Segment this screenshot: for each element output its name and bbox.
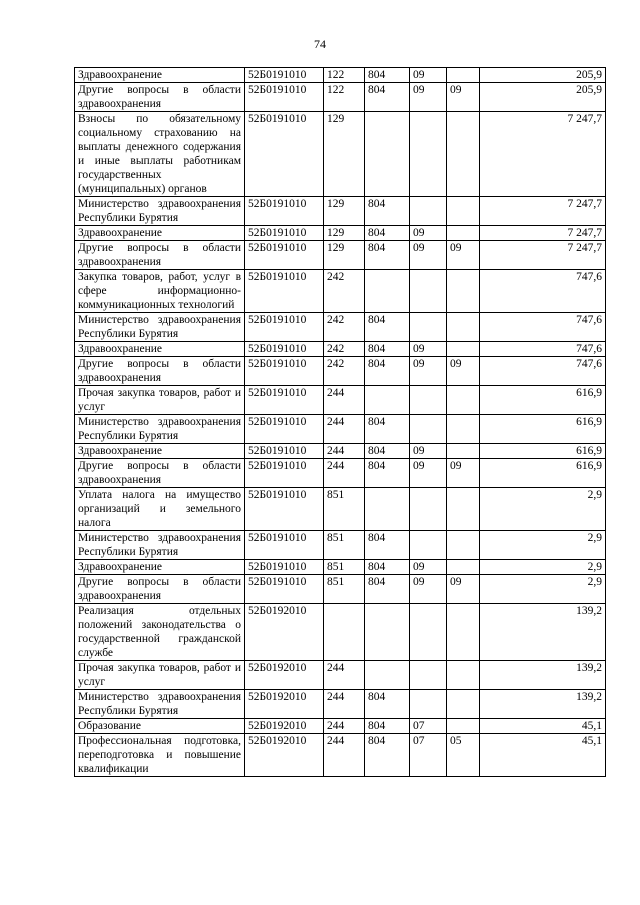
table-row (75, 112, 606, 197)
row-name-cell: Прочая закупка товаров, работ и услуг (75, 386, 245, 415)
row-expense-type-cell: 244 (324, 734, 365, 777)
row-name-cell: Другие вопросы в области здравоохранения (75, 459, 245, 488)
table-row (75, 357, 606, 386)
row-target-article-cell: 52Б0191010 (245, 226, 324, 241)
table-row (75, 661, 606, 690)
table-row (75, 560, 606, 575)
row-target-article-cell: 52Б0192010 (245, 661, 324, 690)
row-amount-cell: 2,9 (480, 531, 606, 560)
row-amount-cell: 45,1 (480, 719, 606, 734)
row-target-article-cell: 52Б0191010 (245, 313, 324, 342)
row-target-article-cell: 52Б0192010 (245, 734, 324, 777)
row-name-cell: Прочая закупка товаров, работ и услуг (75, 661, 245, 690)
row-subsection-cell (447, 604, 480, 661)
row-subsection-cell (447, 531, 480, 560)
row-expense-type-cell: 851 (324, 560, 365, 575)
row-target-article-cell: 52Б0191010 (245, 197, 324, 226)
row-expense-type-cell: 122 (324, 83, 365, 112)
row-subsection-cell (447, 719, 480, 734)
row-section-cell (410, 313, 447, 342)
row-name-cell: Министерство здравоохранения Республики Бурятия (75, 313, 245, 342)
row-expense-type-cell: 244 (324, 719, 365, 734)
row-ministry-code-cell: 804 (365, 531, 410, 560)
row-section-cell: 09 (410, 357, 447, 386)
row-target-article-cell: 52Б0191010 (245, 415, 324, 444)
row-amount-cell: 7 247,7 (480, 197, 606, 226)
row-expense-type-cell: 242 (324, 270, 365, 313)
row-name-cell: Профессиональная подготовка, переподготовка и повышение квалификации (75, 734, 245, 777)
row-amount-cell: 139,2 (480, 604, 606, 661)
row-amount-cell: 747,6 (480, 342, 606, 357)
table-row (75, 604, 606, 661)
row-ministry-code-cell (365, 112, 410, 197)
table-row (75, 488, 606, 531)
row-target-article-cell: 52Б0191010 (245, 531, 324, 560)
row-expense-type-cell: 851 (324, 575, 365, 604)
row-target-article-cell: 52Б0191010 (245, 444, 324, 459)
row-subsection-cell (447, 444, 480, 459)
row-section-cell: 07 (410, 734, 447, 777)
row-expense-type-cell: 129 (324, 241, 365, 270)
row-ministry-code-cell: 804 (365, 459, 410, 488)
row-ministry-code-cell: 804 (365, 241, 410, 270)
row-ministry-code-cell: 804 (365, 197, 410, 226)
row-amount-cell: 7 247,7 (480, 241, 606, 270)
row-expense-type-cell: 242 (324, 313, 365, 342)
row-amount-cell: 616,9 (480, 444, 606, 459)
row-name-cell: Взносы по обязательному социальному страхованию на выплаты денежного содержания и иные выплаты работникам государственных (муниципальных) органов (75, 112, 245, 197)
row-name-cell: Здравоохранение (75, 444, 245, 459)
row-name-cell: Министерство здравоохранения Республики Бурятия (75, 531, 245, 560)
row-section-cell: 09 (410, 68, 447, 83)
row-target-article-cell: 52Б0192010 (245, 604, 324, 661)
row-name-cell: Реализация отдельных положений законодательства о государственной гражданской службе (75, 604, 245, 661)
row-section-cell: 09 (410, 444, 447, 459)
table-row (75, 734, 606, 777)
row-subsection-cell (447, 560, 480, 575)
row-target-article-cell: 52Б0191010 (245, 575, 324, 604)
row-expense-type-cell: 129 (324, 197, 365, 226)
row-section-cell: 09 (410, 83, 447, 112)
row-amount-cell: 7 247,7 (480, 112, 606, 197)
row-ministry-code-cell: 804 (365, 313, 410, 342)
row-amount-cell: 139,2 (480, 661, 606, 690)
table-row (75, 575, 606, 604)
row-subsection-cell (447, 690, 480, 719)
row-section-cell (410, 604, 447, 661)
row-ministry-code-cell: 804 (365, 415, 410, 444)
row-amount-cell: 616,9 (480, 386, 606, 415)
row-name-cell: Министерство здравоохранения Республики Бурятия (75, 690, 245, 719)
row-ministry-code-cell (365, 270, 410, 313)
row-expense-type-cell: 122 (324, 68, 365, 83)
row-ministry-code-cell: 804 (365, 226, 410, 241)
row-section-cell (410, 112, 447, 197)
row-amount-cell: 2,9 (480, 488, 606, 531)
row-target-article-cell: 52Б0191010 (245, 560, 324, 575)
row-section-cell (410, 386, 447, 415)
row-subsection-cell: 09 (447, 241, 480, 270)
row-amount-cell: 7 247,7 (480, 226, 606, 241)
budget-table (74, 67, 606, 777)
row-amount-cell: 2,9 (480, 575, 606, 604)
table-row (75, 444, 606, 459)
row-ministry-code-cell: 804 (365, 690, 410, 719)
row-section-cell (410, 690, 447, 719)
table-row (75, 719, 606, 734)
row-section-cell: 09 (410, 575, 447, 604)
row-ministry-code-cell: 804 (365, 560, 410, 575)
row-target-article-cell: 52Б0191010 (245, 241, 324, 270)
row-amount-cell: 2,9 (480, 560, 606, 575)
row-name-cell: Другие вопросы в области здравоохранения (75, 83, 245, 112)
table-row (75, 313, 606, 342)
row-section-cell: 09 (410, 226, 447, 241)
table-row (75, 270, 606, 313)
row-amount-cell: 616,9 (480, 415, 606, 444)
row-section-cell: 09 (410, 241, 447, 270)
row-expense-type-cell: 242 (324, 342, 365, 357)
row-ministry-code-cell: 804 (365, 83, 410, 112)
row-subsection-cell: 09 (447, 83, 480, 112)
row-subsection-cell (447, 270, 480, 313)
row-name-cell: Здравоохранение (75, 560, 245, 575)
row-name-cell: Министерство здравоохранения Республики Бурятия (75, 197, 245, 226)
row-subsection-cell: 09 (447, 357, 480, 386)
row-name-cell: Закупка товаров, работ, услуг в сфере информационно-коммуникационных технологий (75, 270, 245, 313)
row-subsection-cell: 09 (447, 575, 480, 604)
row-section-cell: 07 (410, 719, 447, 734)
row-name-cell: Другие вопросы в области здравоохранения (75, 357, 245, 386)
row-section-cell: 09 (410, 560, 447, 575)
row-amount-cell: 747,6 (480, 357, 606, 386)
row-amount-cell: 45,1 (480, 734, 606, 777)
row-expense-type-cell: 244 (324, 444, 365, 459)
row-target-article-cell: 52Б0192010 (245, 719, 324, 734)
row-name-cell: Министерство здравоохранения Республики Бурятия (75, 415, 245, 444)
row-target-article-cell: 52Б0191010 (245, 386, 324, 415)
table-row (75, 386, 606, 415)
row-section-cell (410, 488, 447, 531)
row-subsection-cell (447, 313, 480, 342)
row-subsection-cell: 09 (447, 459, 480, 488)
row-name-cell: Здравоохранение (75, 68, 245, 83)
row-amount-cell: 616,9 (480, 459, 606, 488)
row-name-cell: Другие вопросы в области здравоохранения (75, 575, 245, 604)
row-subsection-cell (447, 415, 480, 444)
table-row (75, 342, 606, 357)
row-ministry-code-cell: 804 (365, 357, 410, 386)
row-subsection-cell (447, 488, 480, 531)
row-subsection-cell (447, 342, 480, 357)
row-target-article-cell: 52Б0192010 (245, 690, 324, 719)
row-section-cell: 09 (410, 342, 447, 357)
table-row (75, 68, 606, 83)
row-section-cell (410, 531, 447, 560)
row-ministry-code-cell (365, 604, 410, 661)
row-target-article-cell: 52Б0191010 (245, 83, 324, 112)
row-expense-type-cell: 244 (324, 690, 365, 719)
row-expense-type-cell: 851 (324, 488, 365, 531)
row-subsection-cell (447, 661, 480, 690)
row-subsection-cell (447, 112, 480, 197)
row-expense-type-cell: 244 (324, 661, 365, 690)
row-ministry-code-cell (365, 488, 410, 531)
table-row (75, 197, 606, 226)
row-ministry-code-cell: 804 (365, 68, 410, 83)
row-target-article-cell: 52Б0191010 (245, 488, 324, 531)
row-expense-type-cell: 129 (324, 226, 365, 241)
table-row (75, 241, 606, 270)
row-section-cell (410, 661, 447, 690)
row-name-cell: Здравоохранение (75, 226, 245, 241)
table-body (75, 68, 606, 777)
page-number: 74 (314, 37, 326, 51)
row-target-article-cell: 52Б0191010 (245, 459, 324, 488)
table-row (75, 226, 606, 241)
row-name-cell: Здравоохранение (75, 342, 245, 357)
row-subsection-cell (447, 226, 480, 241)
row-amount-cell: 747,6 (480, 270, 606, 313)
row-expense-type-cell: 244 (324, 386, 365, 415)
row-subsection-cell: 05 (447, 734, 480, 777)
row-subsection-cell (447, 386, 480, 415)
row-name-cell: Другие вопросы в области здравоохранения (75, 241, 245, 270)
row-subsection-cell (447, 197, 480, 226)
row-ministry-code-cell: 804 (365, 575, 410, 604)
row-section-cell (410, 415, 447, 444)
row-amount-cell: 747,6 (480, 313, 606, 342)
table-row (75, 415, 606, 444)
row-target-article-cell: 52Б0191010 (245, 342, 324, 357)
row-expense-type-cell: 851 (324, 531, 365, 560)
row-target-article-cell: 52Б0191010 (245, 357, 324, 386)
row-expense-type-cell: 244 (324, 415, 365, 444)
table-row (75, 83, 606, 112)
row-expense-type-cell: 242 (324, 357, 365, 386)
row-amount-cell: 139,2 (480, 690, 606, 719)
table-row (75, 531, 606, 560)
row-name-cell: Уплата налога на имущество организаций и земельного налога (75, 488, 245, 531)
row-target-article-cell: 52Б0191010 (245, 270, 324, 313)
row-expense-type-cell (324, 604, 365, 661)
row-subsection-cell (447, 68, 480, 83)
row-amount-cell: 205,9 (480, 68, 606, 83)
row-expense-type-cell: 129 (324, 112, 365, 197)
row-section-cell (410, 270, 447, 313)
row-ministry-code-cell: 804 (365, 734, 410, 777)
row-expense-type-cell: 244 (324, 459, 365, 488)
row-ministry-code-cell: 804 (365, 719, 410, 734)
table-row (75, 459, 606, 488)
row-ministry-code-cell: 804 (365, 444, 410, 459)
row-ministry-code-cell: 804 (365, 342, 410, 357)
table-row (75, 690, 606, 719)
row-target-article-cell: 52Б0191010 (245, 68, 324, 83)
row-amount-cell: 205,9 (480, 83, 606, 112)
row-target-article-cell: 52Б0191010 (245, 112, 324, 197)
row-ministry-code-cell (365, 661, 410, 690)
row-name-cell: Образование (75, 719, 245, 734)
row-ministry-code-cell (365, 386, 410, 415)
row-section-cell: 09 (410, 459, 447, 488)
row-section-cell (410, 197, 447, 226)
